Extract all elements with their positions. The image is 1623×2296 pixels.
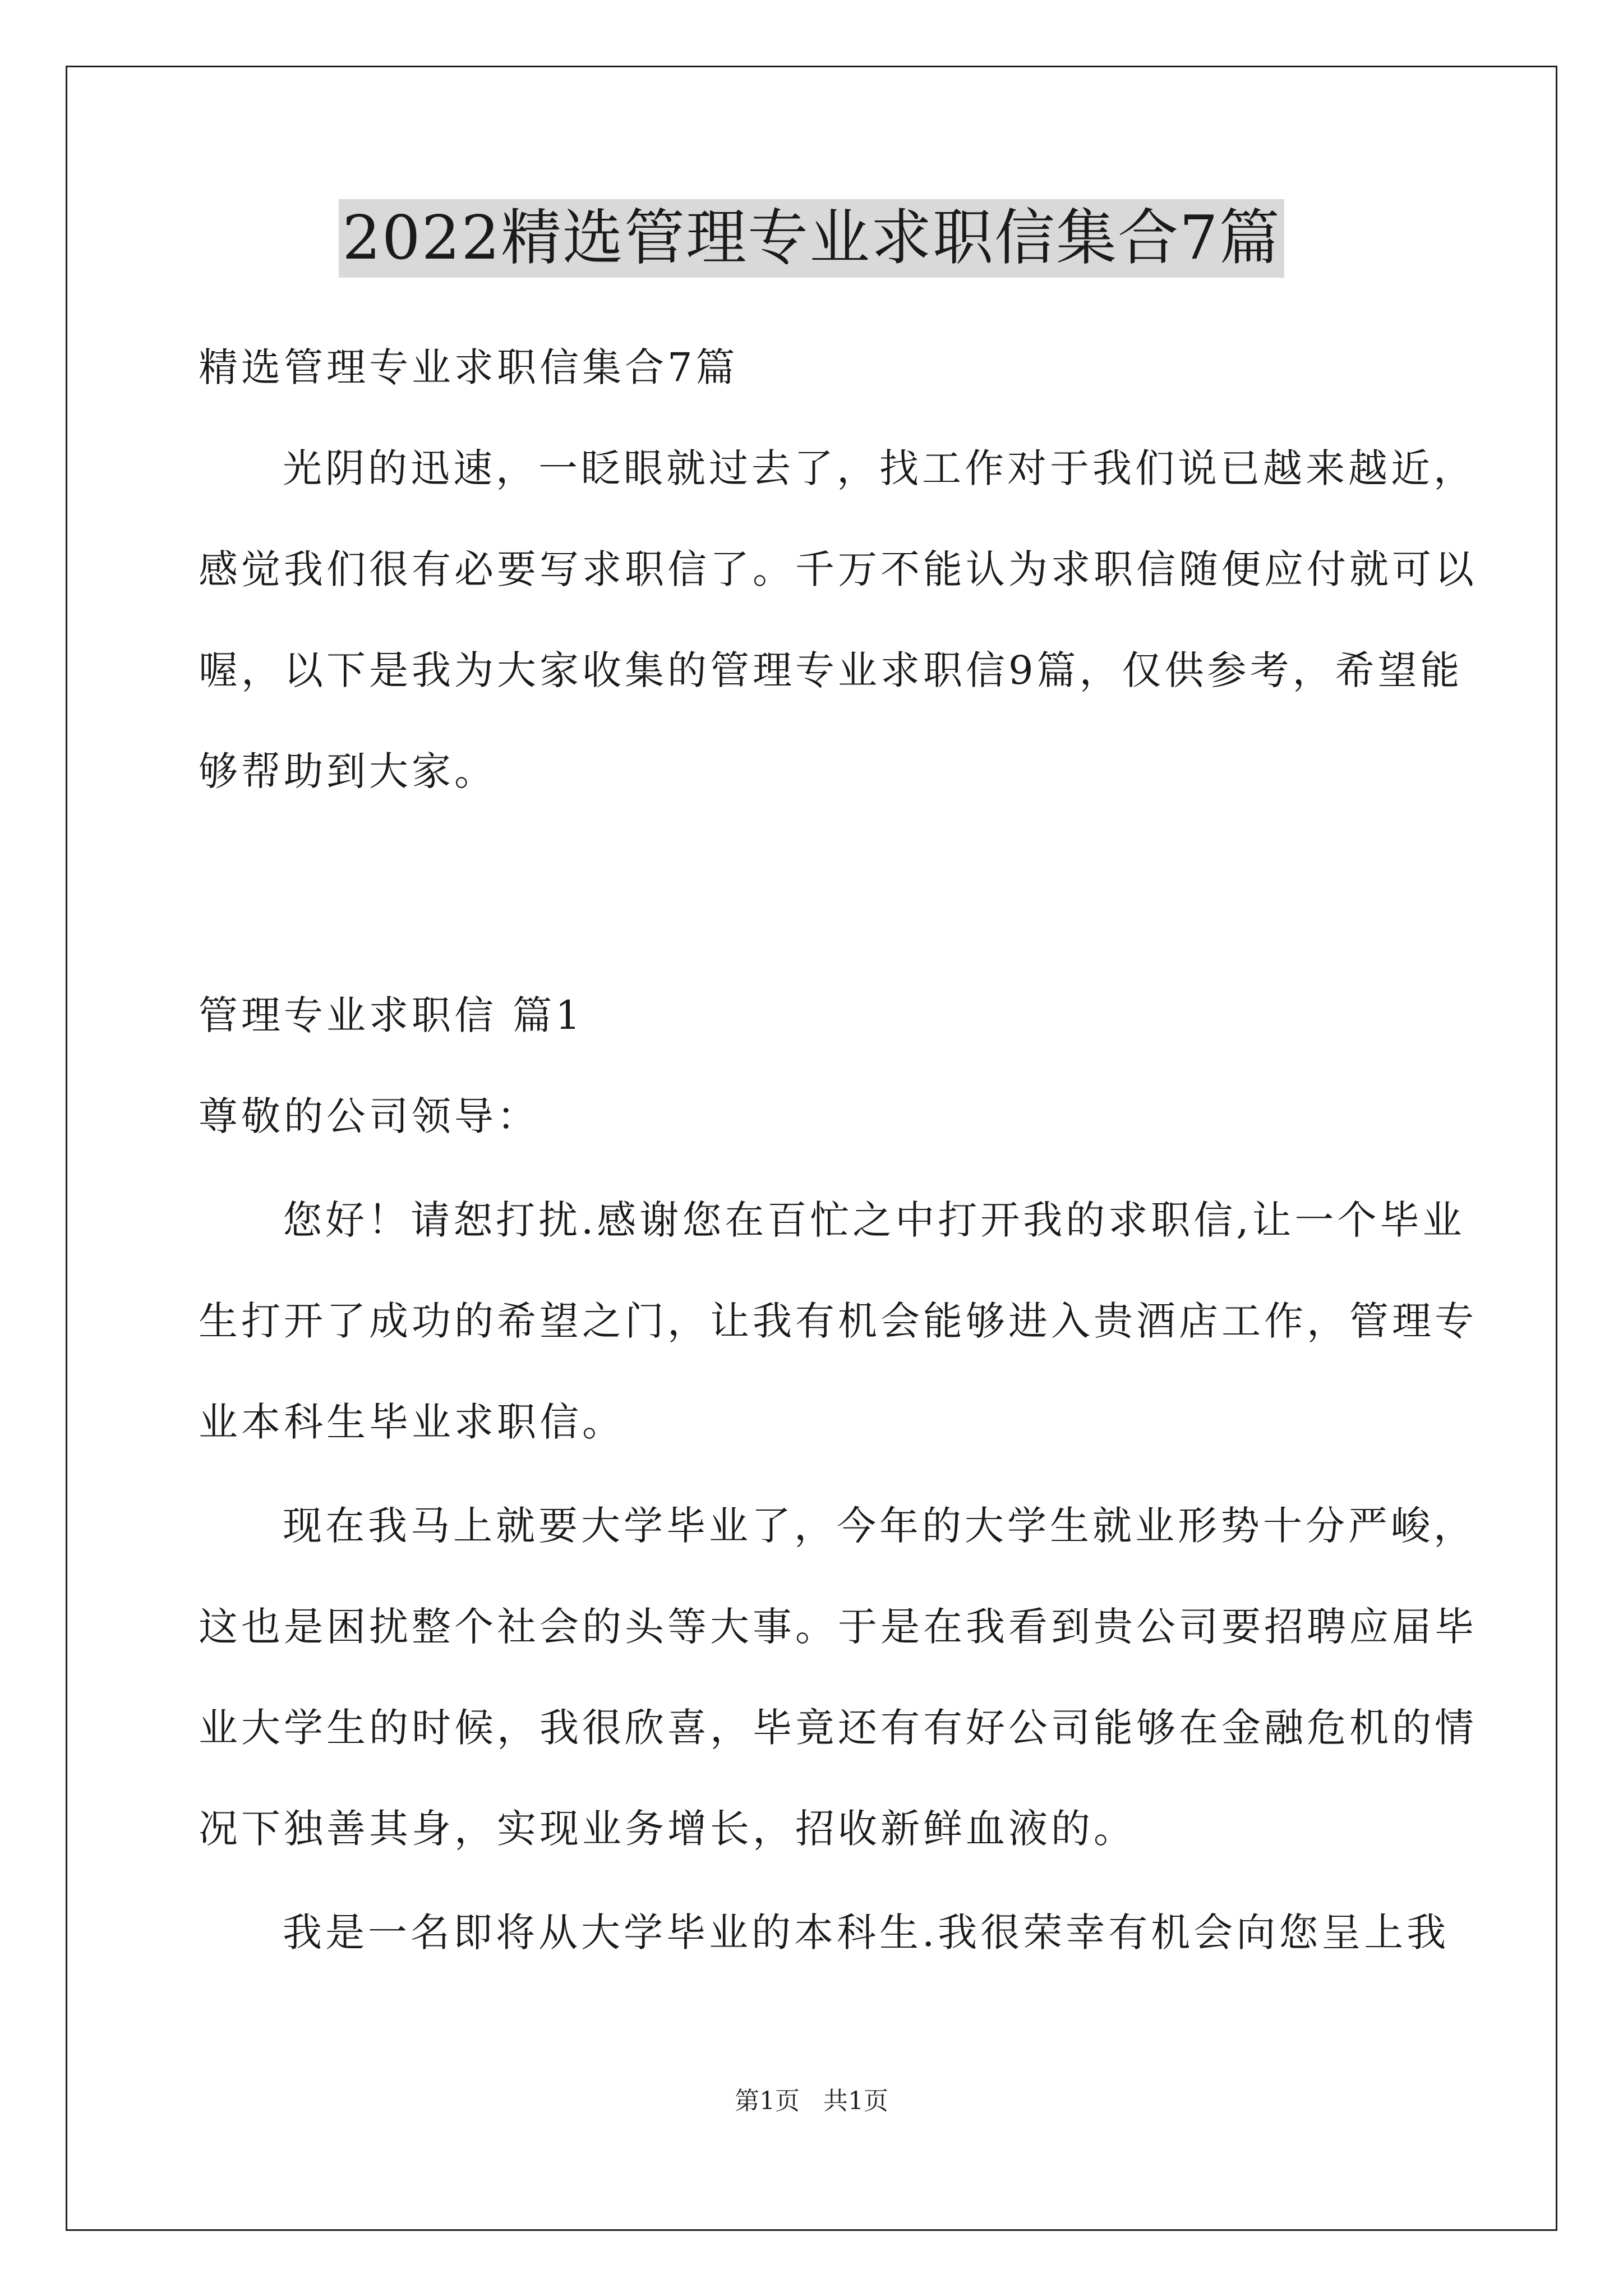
paragraph-line: 现在我马上就要大学毕业了，今年的大学生就业形势十分严峻， (283, 1503, 1476, 1549)
paragraph-line: 您好！请恕打扰.感谢您在百忙之中打开我的求职信,让一个毕业 (283, 1197, 1465, 1243)
document-title: 2022精选管理专业求职信集合7篇 (339, 199, 1284, 278)
paragraph-line: 况下独善其身，实现业务增长，招收新鲜血液的。 (199, 1806, 1136, 1852)
paragraph-line: 这也是困扰整个社会的头等大事。于是在我看到贵公司要招聘应届毕 (199, 1604, 1477, 1650)
paragraph-line: 生打开了成功的希望之门，让我有机会能够进入贵酒店工作，管理专 (199, 1298, 1477, 1344)
intro-line: 感觉我们很有必要写求职信了。千万不能认为求职信随便应付就可以 (199, 546, 1477, 592)
title-container (0, 199, 1623, 278)
paragraph-line: 我是一名即将从大学毕业的本科生.我很荣幸有机会向您呈上我 (283, 1910, 1450, 1955)
document-subtitle: 精选管理专业求职信集合7篇 (199, 344, 739, 390)
intro-line: 够帮助到大家。 (199, 748, 497, 794)
section-heading: 管理专业求职信 篇1 (199, 992, 584, 1038)
intro-line: 喔，以下是我为大家收集的管理专业求职信9篇，仅供参考，希望能 (199, 647, 1463, 693)
page-number: 第1页 (735, 2087, 800, 2115)
paragraph-line: 业大学生的时候，我很欣喜，毕竟还有有好公司能够在金融危机的情 (199, 1705, 1477, 1751)
salutation: 尊敬的公司领导： (199, 1093, 540, 1139)
page-total: 共1页 (823, 2087, 888, 2115)
paragraph-line: 业本科生毕业求职信。 (199, 1399, 625, 1445)
page-footer (0, 2085, 1623, 2118)
intro-line: 光阴的迅速，一眨眼就过去了，找工作对于我们说已越来越近， (283, 445, 1476, 491)
